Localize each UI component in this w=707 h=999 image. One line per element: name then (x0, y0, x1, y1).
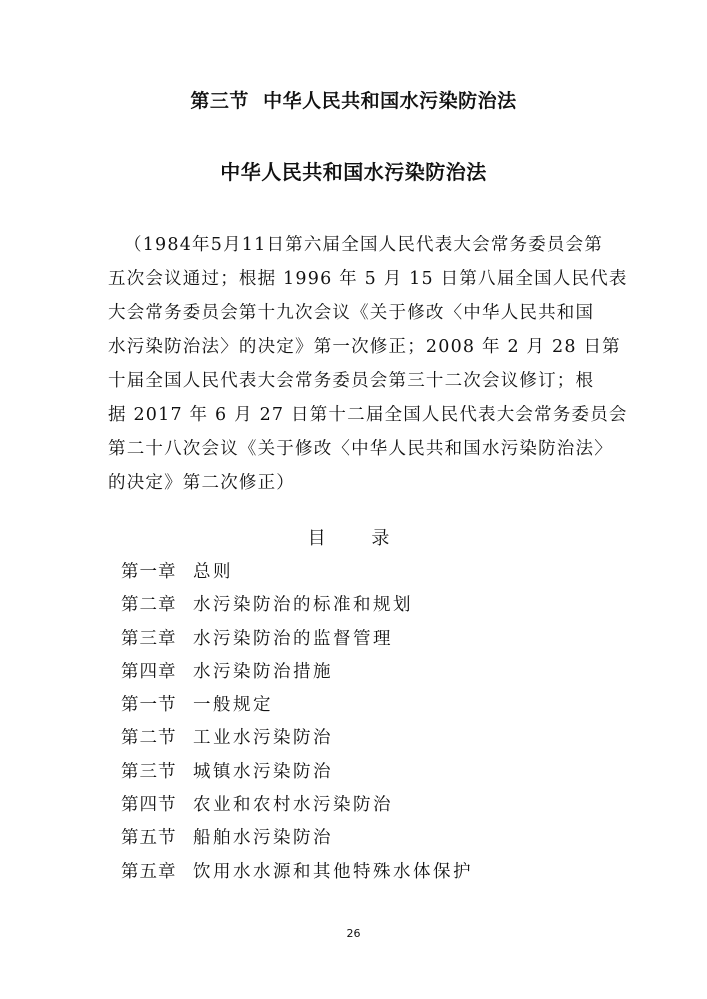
toc-item-text: 城镇水污染防治 (193, 761, 333, 782)
table-of-contents (121, 556, 601, 889)
toc-item-text: 农业和农村水污染防治 (193, 795, 393, 816)
history-line: 第二十八次会议《关于修改〈中华人民共和国水污染防治法〉 (108, 439, 613, 459)
toc-item-label: 第三节 (121, 761, 177, 782)
toc-item (121, 623, 601, 656)
toc-item-text: 总则 (193, 562, 233, 582)
toc-item (121, 756, 601, 789)
toc-item-label: 第四节 (121, 795, 177, 816)
history-line: 大会常务委员会第十九次会议《关于修改〈中华人民共和国 (108, 303, 595, 323)
toc-item (121, 689, 601, 722)
toc-item-text: 船舶水污染防治 (193, 828, 333, 849)
page-number: 26 (346, 927, 361, 940)
toc-item-text: 水污染防治措施 (193, 661, 333, 682)
toc-item-text: 饮用水水源和其他特殊水体保护 (193, 861, 473, 882)
history-line: 水污染防治法〉的决定》第一次修正；2008 年 2 月 28 日第 (108, 337, 621, 357)
toc-item-label: 第五节 (121, 828, 177, 849)
toc-item (121, 856, 601, 889)
toc-item-text: 水污染防治的监督管理 (193, 628, 393, 649)
toc-item-text: 工业水污染防治 (193, 728, 333, 749)
toc-item (121, 589, 601, 622)
toc-item-label: 第一节 (121, 695, 177, 716)
law-title: 中华人民共和国水污染防治法 (220, 160, 487, 184)
toc-item-label: 第二章 (121, 595, 177, 616)
toc-item-label: 第四章 (121, 661, 177, 682)
toc-title: 目 录 (307, 528, 410, 549)
section-heading: 第三节 中华人民共和国水污染防治法 (190, 90, 517, 112)
toc-item-label: 第二节 (121, 728, 177, 749)
history-line: （1984年5月11日第六届全国人民代表大会常务委员会第 (124, 235, 604, 255)
toc-item (121, 722, 601, 755)
toc-item (121, 656, 601, 689)
history-line: 五次会议通过；根据 1996 年 5 月 15 日第八届全国人民代表 (108, 269, 628, 289)
toc-item-label: 第三章 (121, 628, 177, 649)
history-line: 十届全国人民代表大会常务委员会第三十二次会议修订；根 (108, 371, 595, 391)
toc-item-label: 第一章 (121, 562, 177, 582)
toc-item (121, 789, 601, 822)
toc-item-text: 水污染防治的标准和规划 (193, 595, 413, 616)
history-line: 的决定》第二次修正） (108, 473, 295, 493)
toc-item-text: 一般规定 (193, 695, 273, 716)
toc-item (121, 822, 601, 855)
toc-item-label: 第五章 (121, 861, 177, 882)
toc-item (121, 556, 601, 589)
legislative-history (108, 228, 628, 500)
history-line: 据 2017 年 6 月 27 日第十二届全国人民代表大会常务委员会 (108, 405, 628, 425)
